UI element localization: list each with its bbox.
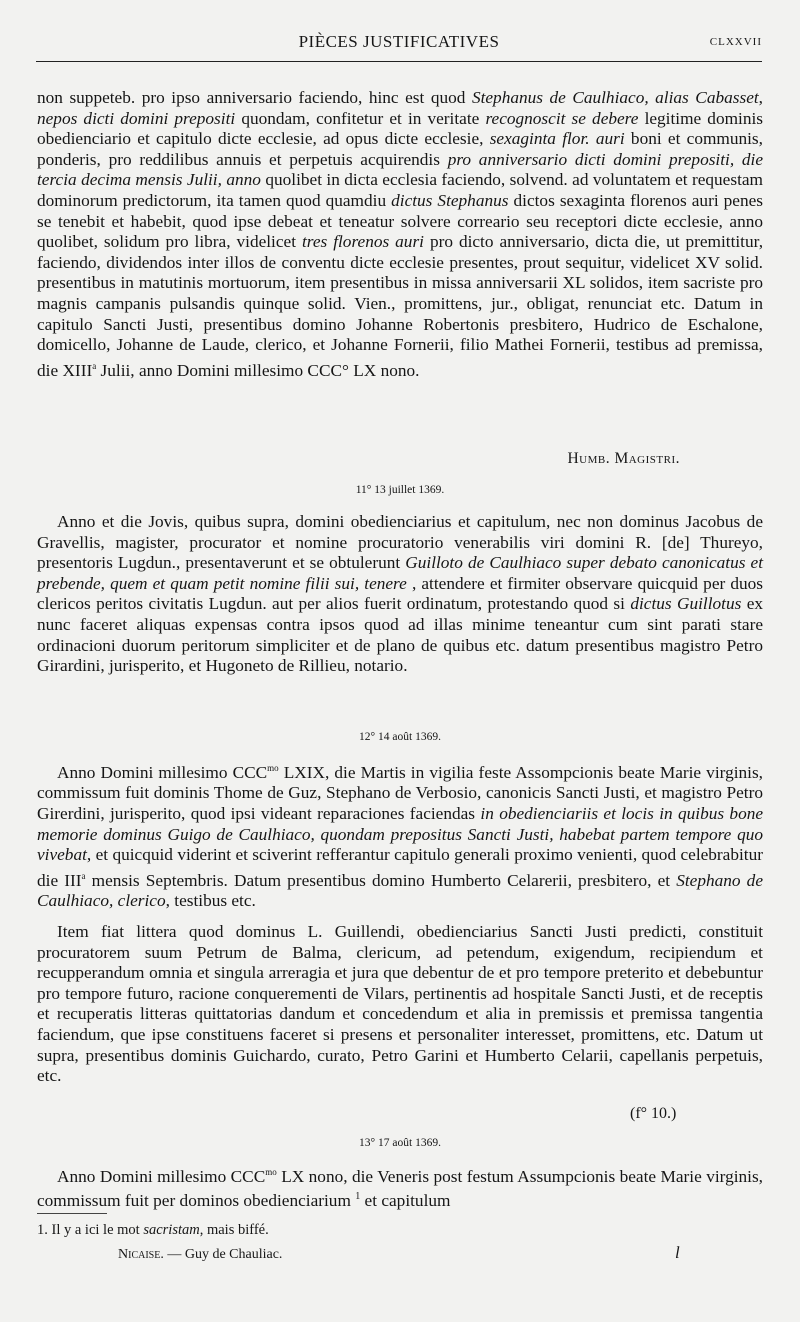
signature-line: Nicaise. — Guy de Chauliac. bbox=[118, 1247, 283, 1262]
header-rule bbox=[36, 61, 762, 62]
footnote-rule bbox=[37, 1213, 107, 1214]
folio-marker: (f° 10.) bbox=[630, 1105, 677, 1122]
running-header bbox=[36, 30, 762, 54]
entry-heading-12: 12° 14 août 1369. bbox=[359, 731, 441, 743]
printer-signature-mark: l bbox=[675, 1243, 680, 1262]
entry-heading-13: 13° 17 août 1369. bbox=[359, 1137, 441, 1149]
entry-heading-11: 11° 13 juillet 1369. bbox=[355, 484, 445, 496]
page-number: CLXXVII bbox=[709, 36, 762, 48]
paragraph-entry-13: Anno Domini millesimo $CCC^{mo}$ LX nono, die Veneris post festum Assumpcionis beate Marie virginis, commissum fuit per dominos obedienciarium $^1$ et capitulum bbox=[37, 1166, 764, 1211]
paragraph-item: Item fiat littera quod dominus L. Guillendi, obedienciarius Sancti Justi predicti, constituit procuratorem suum Petrum de Balma, clericum, ad petendum, exigendum, recipiendum et recupperandum omnia et singula arreragia et jura que debentur de et pro tempore preterito et debebuntur pro tempore futuro, racione conquerementi de Vilars, pertinentis ad hospitale Sancti Justi, et de receptis et recuperatis litteras quittatorias dandum et concedendum et alia in premissis et premissa tangentia faciendum, que ipse constituens faceret si presens et personaliter interesset, promittens, etc. Datum ut supra, presentibus dominis Guichardo, curato, Petro Garini et Humberto Celarii, capellanis perpetuis, etc. bbox=[37, 922, 763, 1086]
paragraph-continuation: non suppeteb. pro ipso anniversario faciendo, hinc est quod Stephanus de Caulhiaco, alias Cabasset, nepos dicti domini prepositi quondam, confitetur et in veritate recognoscit se debere legitime dominis obedienciario et capitulo dicte ecclesie, ad opus dicte ecclesie, sexaginta flor. auri boni et communis, ponderis, pro reddilibus annuis et perpetuis acquirendis pro anniversario dicti domini prepositi, die tercia decima mensis Julii, anno quolibet in dicta ecclesia faciendo, solvend. ad voluntatem et requestam dominorum predictorum, ita tamen quod quamdiu dictus Stephanus dictos sexaginta florenos auri penes se tenebit et habebit, quod ipse debeat et teneatur solvere correario seu receptori dicte ecclesie, anno quolibet, solidum pro libra, videlicet tres florenos auri pro dicto anniversario, dicta die, ut premittitur, faciendo, dividendos inter illos de conventu dicte ecclesie presentes, prout sequitur, videlicet XV solid. presentibus in matutinis mortuorum, item presentibus in missa anniversarii XL solidos, item sacriste pro magnis campanis pulsandis quinque solid. Vien., promittens, jur., obligat, renunciat etc. Datum in capitulo Sancti Justi, presentibus domino Johanne Robertonis presbitero, Hudrico de Eschalone, domicello, Johanne de Laude, clerico, et Johanne Fornerii, filio Mathei Fornerii, testibus ad premissa, die XIII$^a$ Julii, anno Domini millesimo CCC° LX nono. bbox=[37, 88, 764, 380]
paragraph-entry-11: Anno et die Jovis, quibus supra, domini obedienciarius et capitulum, nec non dominus Jacobus de Gravellis, magister, procurator et nomine procuratorio venerabilis viri domini R. [de] Thureyo, presentoris Lugdun., presentaverunt et se obtulerunt Guilloto de Caulhiaco super debato canonicatus et prebende, quem et quam petit nomine filii sui, tenere , attendere et firmiter observare quicquid per duos clericos peritos civitatis Lugdun. aut per alios fuerit ordinatum, protestando quod si dictus Guillotus ex nunc faceret aliquas expensas contra ipsos quod ad illas minime teneantur cum sint parati stare ordinacioni duorum peritorum simpliciter et de plano de quibus etc. datum presentibus magistro Petro Girardini, jurisperito, et Hugoneto de Rillieu, notario. bbox=[37, 512, 764, 676]
signature-humb-magistri: Humb. Magistri. bbox=[567, 450, 680, 467]
page-title: PIÈCES JUSTIFICATIVES bbox=[298, 32, 500, 51]
paragraph-entry-12: Anno Domini millesimo $CCC^{mo}$ LXIX, die Martis in vigilia feste Assompcionis beate Marie virginis, commissum fuit dominis Thome de Guz, Stephano de Verbosio, canonicis Sancti Justi, et magistro Petro Girerdini, jurisperito, quod ipsi videant reparaciones faciendas in obedienciariis et locis in quibus bone memorie dominus Guigo de Caulhiaco, quondam prepositus Sancti Justi, habebat partem tempore quo vivebat, et quicquid viderint et sciverint refferantur capitulo generali proximo venienti, quod celebrabitur die III$^a$ mensis Septembris. Datum presentibus domino Humberto Celarerii, presbitero, et Stephano de Caulhiaco, clerico, testibus etc. bbox=[37, 762, 764, 911]
footnote-1: 1. Il y a ici le mot sacristam, mais biffé. bbox=[37, 1222, 269, 1238]
